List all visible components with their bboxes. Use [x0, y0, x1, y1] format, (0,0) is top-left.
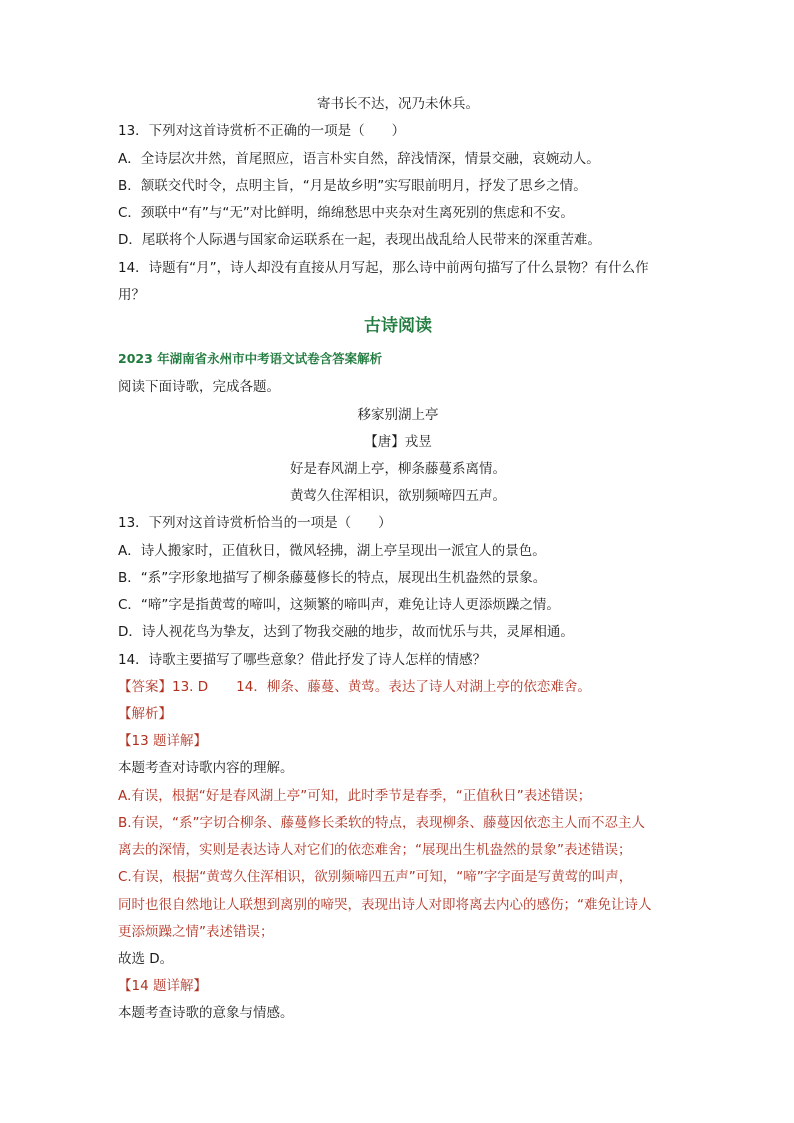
detail-13-line-2: B.有误，“系”字切合柳条、藤蔓修长柔软的特点，表现柳条、藤蔓因依恋主人而不忍主人: [118, 815, 646, 831]
question-14: 14．诗歌主要描写了哪些意象？借此抒发了诗人怎样的情感？: [118, 652, 487, 668]
poem-author: 【唐】戎昱: [364, 434, 432, 450]
detail-13-line-3: 离去的深情，实则是表达诗人对它们的依恋难舍；“展现出生机盎然的景象”表述错误；: [118, 842, 632, 858]
detail-13-intro: 本题考查对诗歌内容的理解。: [118, 760, 294, 776]
poem-line-1: 好是春风湖上亭，柳条藤蔓系离情。: [290, 461, 506, 477]
answer-line: [118, 677, 678, 697]
section-title: 古诗阅读: [364, 316, 432, 336]
option-d-prev: D．尾联将个人际遇与国家命运联系在一起，表现出战乱给人民带来的深重苦难。: [118, 232, 601, 248]
question-14-prev-cont: 用？: [118, 287, 145, 303]
answer-14: 14．柳条、藤蔓、黄莺。表达了诗人对湖上亭的依恋难舍。: [236, 679, 591, 695]
option-c: C．“啼”字是指黄莺的啼叫，这频繁的啼叫声，难免让诗人更添烦躁之情。: [118, 597, 560, 613]
question-13-prev: 13．下列对这首诗赏析不正确的一项是（ ）: [118, 123, 406, 139]
detail-13-line-6: 更添烦躁之情”表述错误；: [118, 924, 274, 940]
option-a: A．诗人搬家时，正值秋日，微风轻拂，湖上亭呈现出一派宜人的景色。: [118, 543, 546, 559]
detail-14-label: 【14 题详解】: [118, 978, 207, 994]
source-title: 2023 年湖南省永州市中考语文试卷含答案解析: [118, 351, 383, 366]
detail-14-intro: 本题考查诗歌的意象与情感。: [118, 1005, 294, 1021]
detail-13-line-4: C.有误，根据“黄莺久住浑相识，欲别频啼四五声”可知，“啼”字字面是写黄莺的叫声，: [118, 869, 633, 885]
option-b-prev: B．颔联交代时令，点明主旨，“月是故乡明”实写眼前明月，抒发了思乡之情。: [118, 178, 587, 194]
answer-label: 【答案】: [118, 679, 172, 695]
option-c-prev: C．颈联中“有”与“无”对比鲜明，绵绵愁思中夹杂对生离死别的焦虑和不安。: [118, 205, 574, 221]
instruction: 阅读下面诗歌，完成各题。: [118, 379, 280, 395]
poem-title: 移家别湖上亭: [357, 407, 439, 423]
option-b: B．“系”字形象地描写了柳条藤蔓修长的特点，展现出生机盎然的景象。: [118, 570, 547, 586]
detail-13-line-5: 同时也很自然地让人联想到离别的啼哭，表现出诗人对即将离去内心的感伤；“难免让诗人: [118, 897, 652, 913]
option-a-prev: A．全诗层次井然，首尾照应，语言朴实自然，辞浅情深，情景交融，哀婉动人。: [118, 151, 600, 167]
detail-13-label: 【13 题详解】: [118, 733, 207, 749]
analysis-label: 【解析】: [118, 706, 172, 722]
question-14-prev: 14．诗题有“月”，诗人却没有直接从月写起，那么诗中前两句描写了什么景物？有什么作: [118, 260, 649, 276]
answer-13: 13. D: [172, 679, 209, 695]
option-d: D．诗人视花鸟为挚友，达到了物我交融的地步，故而忧乐与共，灵犀相通。: [118, 624, 574, 640]
question-13: 13．下列对这首诗赏析恰当的一项是（ ）: [118, 515, 392, 531]
poem-last-line: 寄书长不达，况乃未休兵。: [317, 96, 479, 112]
poem-line-2: 黄莺久住浑相识，欲别频啼四五声。: [290, 488, 506, 504]
detail-13-line-1: A.有误，根据“好是春风湖上亭”可知，此时季节是春季，“正值秋日”表述错误；: [118, 788, 592, 804]
conclusion: 故选 D。: [118, 951, 174, 967]
